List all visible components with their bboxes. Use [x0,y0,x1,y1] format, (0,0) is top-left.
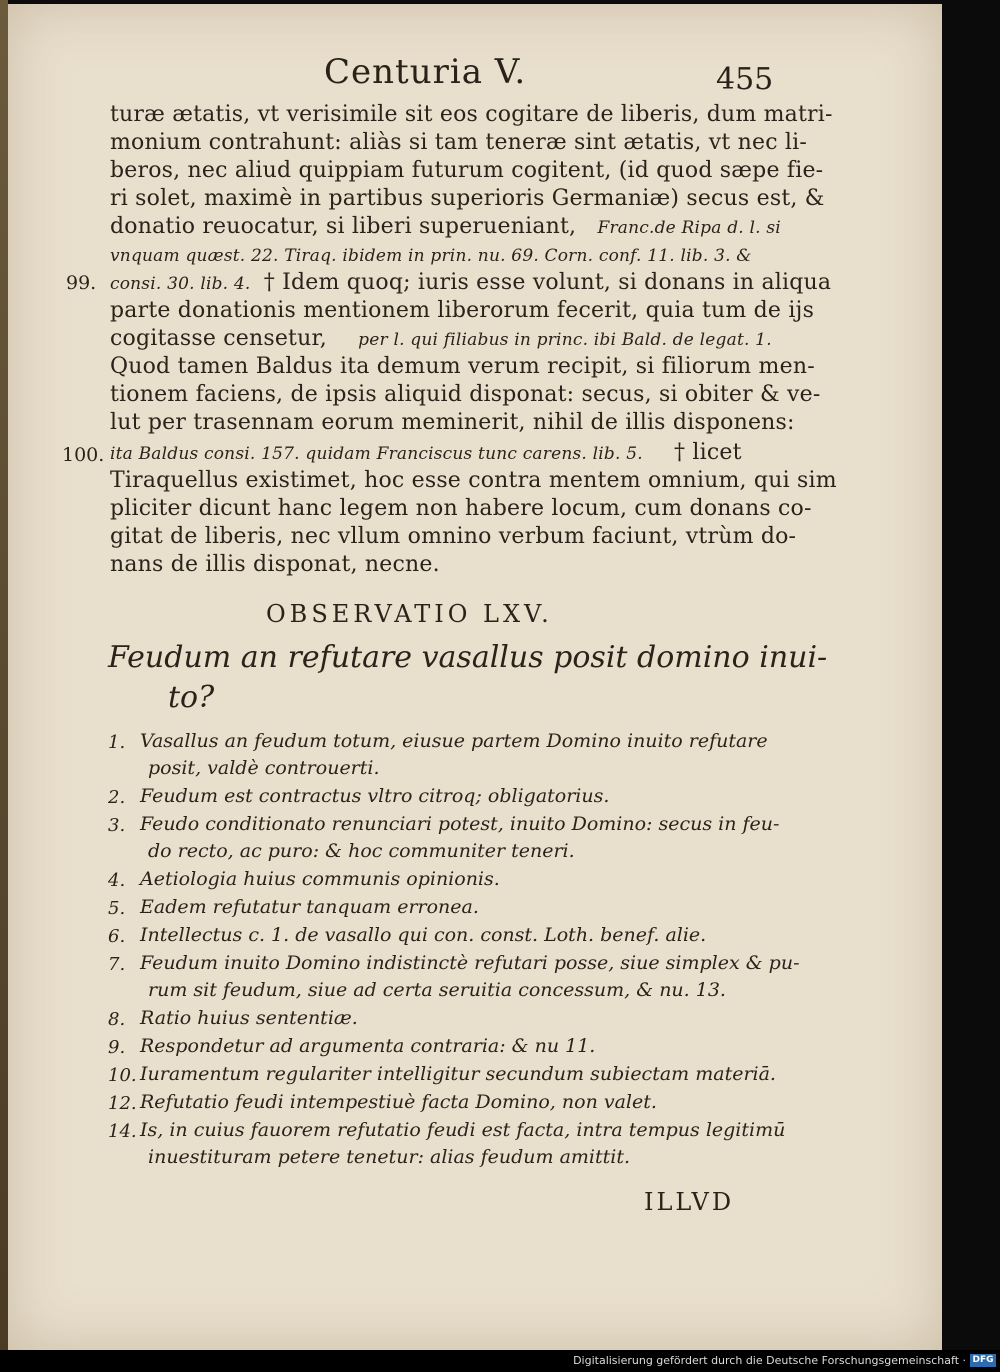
citation-line: vnquam quæst. 22. Tiraq. ibidem in prin. nu. 69. Corn. conf. 11. lib. 3. & [110,246,752,266]
summary-text: Feudo conditionato renunciari potest, inuito Domino: secus in feu- [140,813,780,835]
margin-number: 99. [66,272,97,294]
running-head: Centuria V. [324,52,527,92]
summary-number: 14. [108,1121,137,1142]
book-page [8,4,942,1350]
summary-number: 2. [108,787,126,808]
summary-text: Eadem refutatur tanquam erronea. [140,896,479,918]
body-line: beros, nec aliud quippiam futurum cogitent, (id quod sæpe fie- [110,158,824,183]
summary-text: Ratio huius sententiæ. [140,1007,358,1029]
body-line: nans de illis disponat, necne. [110,552,440,577]
summary-number: 8. [108,1009,126,1030]
summary-number: 12. [108,1093,137,1114]
summary-number: 3. [108,815,126,836]
summary-text: Feudum inuito Domino indistinctè refutari posse, siue simplex & pu- [140,952,800,974]
summary-text: Iuramentum regulariter intelligitur secundum subiectam materiā. [140,1063,776,1085]
citation: per l. qui filiabus in princ. ibi Bald. de legat. 1. [358,330,772,350]
summary-text: posit, valdè controuerti. [148,757,380,779]
body-text: cogitasse censetur, [110,326,327,351]
section-title: OBSERVATIO LXV. [266,600,553,628]
summary-text: Aetiologia huius communis opinionis. [140,868,500,890]
summary-number: 4. [108,870,126,891]
body-text: † Idem quoq; iuris esse volunt, si donans in aliqua [263,270,832,295]
citation: consi. 30. lib. 4. [110,274,251,294]
summary-number: 9. [108,1037,126,1058]
catchword: ILLVD [644,1188,735,1216]
summary-number: 5. [108,898,126,919]
section-heading: Feudum an refutare vasallus posit domino inui- [108,640,828,675]
page-number: 455 [716,62,774,97]
summary-text: Respondetur ad argumenta contraria: & nu 11. [140,1035,596,1057]
body-line [110,270,831,295]
summary-number: 7. [108,954,126,975]
summary-text: Feudum est contractus vltro citroq; obligatorius. [140,785,610,807]
summary-text: Is, in cuius fauorem refutatio feudi est facta, intra tempus legitimū [140,1119,786,1141]
body-line: monium contrahunt: aliàs si tam teneræ sint ætatis, vt nec li- [110,130,808,155]
body-line [110,326,772,351]
body-text: donatio reuocatur, si liberi superueniant, [110,214,577,239]
summary-text: Intellectus c. 1. de vasallo qui con. const. Loth. benef. alie. [140,924,707,946]
body-line: tionem faciens, de ipsis aliquid disponat: secus, si obiter & ve- [110,382,821,407]
citation: Franc.de Ripa d. l. si [597,218,781,238]
summary-text: Vasallus an feudum totum, eiusue partem Domino inuito refutare [140,730,768,752]
summary-text: inuestituram petere tenetur: alias feudum amittit. [148,1146,631,1168]
body-line [110,214,781,239]
dfg-logo-icon: DFG [970,1354,996,1367]
body-line: turæ ætatis, vt verisimile sit eos cogitare de liberis, dum matri- [110,102,833,127]
body-line: lut per trasennam eorum meminerit, nihil de illis disponens: [110,410,795,435]
summary-text: Refutatio feudi intempestiuè facta Domino, non valet. [140,1091,657,1113]
summary-number: 1. [108,732,126,753]
body-line: Tiraquellus existimet, hoc esse contra mentem omnium, qui sim [110,468,837,493]
body-text: † licet [674,440,742,465]
body-line: pliciter dicunt hanc legem non habere locum, cum donans co- [110,496,812,521]
section-heading: to? [168,680,215,715]
summary-number: 10. [108,1065,137,1086]
summary-text: do recto, ac puro: & hoc communiter teneri. [148,840,575,862]
book-edge [0,0,8,1350]
footer-credit: Digitalisierung gefördert durch die Deutsche Forschungsgemeinschaft · [573,1354,966,1367]
body-line: Quod tamen Baldus ita demum verum recipit, si filiorum men- [110,354,815,379]
body-line [110,440,742,465]
summary-number: 6. [108,926,126,947]
citation: ita Baldus consi. 157. quidam Franciscus tunc carens. lib. 5. [110,444,643,464]
body-line: gitat de liberis, nec vllum omnino verbum faciunt, vtrùm do- [110,524,797,549]
summary-text: rum sit feudum, siue ad certa seruitia concessum, & nu. 13. [148,979,726,1001]
body-line: ri solet, maximè in partibus superioris Germaniæ) secus est, & [110,186,825,211]
body-line: parte donationis mentionem liberorum fecerit, quia tum de ijs [110,298,815,323]
margin-number: 100. [62,444,105,466]
